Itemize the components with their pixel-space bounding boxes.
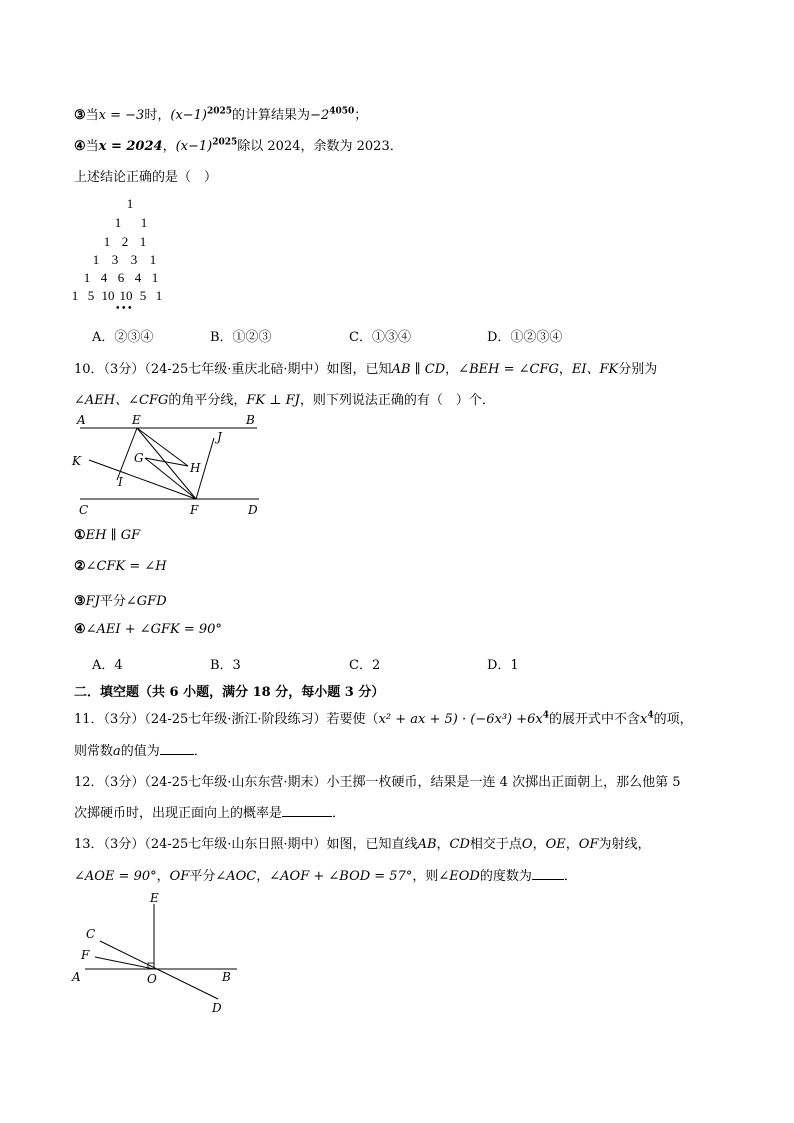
choice-a[interactable]: A．②③④ (92, 330, 154, 345)
label-j: J (217, 430, 222, 444)
label-h: H (190, 461, 201, 475)
choice-a[interactable]: A．4 (92, 658, 123, 673)
triangle-row: 1 4 6 4 1 (83, 270, 159, 285)
triangle-row: 1 3 3 1 (92, 252, 157, 267)
q13-line1: 13．（3分）（24-25七年级·山东日照·期中）如图，已知直线AB，CD相交于点O，OE，OF为射线， (74, 837, 651, 852)
answer-blank[interactable] (532, 867, 564, 880)
q10-statement-4: ④∠AEI + ∠GFK = 90° (74, 622, 222, 637)
label-a: A (72, 970, 81, 984)
statement-3: ③当x = −3时，$(x-1)^{2025}$的计算结果为$-2^{4050}$； (74, 106, 368, 123)
statement-number: ④ (74, 139, 86, 154)
q11-line1: 11．（3分）（24-25七年级·浙江·阶段练习）若要使（x² + ax + $5) \cdot (-6x^3) +6x^4$的展开式中不含$x^4$的项， (74, 710, 693, 727)
answer-blank[interactable] (282, 804, 332, 817)
q10-statement-3: ③FJ平分∠GFD (74, 594, 167, 609)
q12-line1: 12．（3分）（24-25七年级·山东东营·期末）小王掷一枚硬币，结果是一连 4 次掷出正面朝上，那么他第 5 (74, 775, 681, 790)
statement-number: ③ (74, 108, 86, 123)
q11-line2: 则常数a的值为 ． (74, 744, 207, 759)
choice-c[interactable]: C．2 (349, 658, 381, 673)
triangle-row: 1 1 (114, 215, 148, 230)
triangle-ellipsis: • • • (116, 303, 132, 314)
triangle-row: 1 2 1 (103, 234, 147, 249)
triangle-row: 1 5 10 10 5 1 (71, 288, 163, 303)
label-o: O (147, 972, 157, 986)
label-d: D (248, 503, 258, 517)
q10-line1: 10．（3分）（24-25七年级·重庆北碚·期中）如图，已知AB ∥ CD，∠BEH = ∠CFG，EI、FK分别为 (74, 362, 658, 377)
label-f: F (190, 503, 199, 517)
choice-c[interactable]: C．①③④ (349, 330, 411, 345)
label-d: D (212, 1001, 222, 1015)
q10-statement-2: ②∠CFK = ∠H (74, 559, 167, 574)
answer-blank[interactable] (160, 742, 194, 755)
label-c: C (86, 927, 96, 941)
choice-b[interactable]: B．3 (210, 658, 241, 673)
q10-figure (60, 408, 270, 518)
question-stem: 上述结论正确的是（ ） (74, 170, 218, 185)
label-b: B (246, 413, 255, 427)
section-2-heading: 二．填空题（共 6 小题，满分 18 分，每小题 3 分） (74, 685, 385, 700)
q10-line2: ∠AEH、∠CFG的角平分线，FK ⊥ FJ，则下列说法正确的有（ ）个． (74, 393, 495, 408)
label-a: A (77, 413, 86, 427)
q12-line2: 次掷硬币时，出现正面向上的概率是 ． (74, 806, 346, 821)
choice-d[interactable]: D．1 (487, 658, 519, 673)
label-e: E (132, 413, 141, 427)
label-c: C (79, 503, 89, 517)
statement-4: ④当x = 2024，$(x-1)^{2025}$除以 2024，余数为 2023． (74, 137, 403, 154)
q10-statement-1: ①EH ∥ GF (74, 528, 141, 543)
segment-gf (145, 458, 196, 499)
label-f: F (81, 948, 90, 962)
choice-b[interactable]: B．①②③ (210, 330, 272, 345)
label-k: K (72, 454, 81, 468)
line-cd (100, 941, 218, 999)
segment-eh (137, 428, 188, 466)
q13-figure (64, 886, 244, 1016)
label-g: G (134, 451, 144, 465)
q13-line2: ∠AOE = 90°，OF平分∠AOC，∠AOF + ∠BOD = 57°，则∠EOD的度数为 ． (74, 869, 577, 884)
segment-gh (145, 458, 188, 466)
triangle-row: 1 (126, 196, 134, 211)
label-e: E (150, 891, 159, 905)
choice-d[interactable]: D．①②③④ (487, 330, 563, 345)
label-i: I (118, 475, 123, 489)
label-b: B (222, 970, 231, 984)
